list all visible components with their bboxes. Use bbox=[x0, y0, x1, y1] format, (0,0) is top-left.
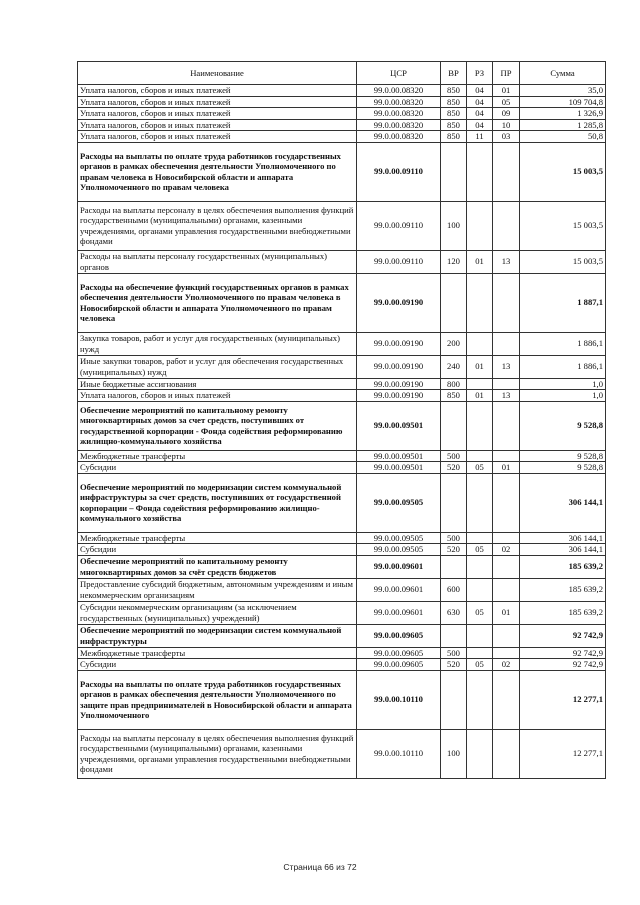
cell-vr bbox=[441, 555, 467, 578]
cell-sum: 15 003,5 bbox=[520, 250, 606, 273]
cell-pr: 01 bbox=[493, 601, 520, 624]
header-sum: Сумма bbox=[520, 62, 606, 85]
cell-rz bbox=[467, 729, 493, 778]
cell-pr: 13 bbox=[493, 355, 520, 378]
cell-vr: 100 bbox=[441, 729, 467, 778]
cell-vr bbox=[441, 670, 467, 729]
cell-name: Расходы на выплаты персоналу в целях обеспечения выполнения функций государственными (муниципальными) органами, казенными учреждениями, органами управления государственными внебюджетными фондами bbox=[78, 729, 357, 778]
cell-csr: 99.0.00.09501 bbox=[357, 450, 441, 462]
cell-rz bbox=[467, 450, 493, 462]
cell-name: Межбюджетные трансферты bbox=[78, 647, 357, 659]
cell-pr: 09 bbox=[493, 108, 520, 120]
cell-name: Уплата налогов, сборов и иных платежей bbox=[78, 85, 357, 97]
cell-pr bbox=[493, 670, 520, 729]
cell-name: Уплата налогов, сборов и иных платежей bbox=[78, 390, 357, 402]
cell-pr bbox=[493, 273, 520, 332]
cell-vr: 850 bbox=[441, 108, 467, 120]
cell-vr: 850 bbox=[441, 96, 467, 108]
cell-vr: 850 bbox=[441, 85, 467, 97]
cell-csr: 99.0.00.09190 bbox=[357, 332, 441, 355]
cell-csr: 99.0.00.09505 bbox=[357, 532, 441, 544]
table-row bbox=[78, 273, 606, 332]
cell-sum: 15 003,5 bbox=[520, 142, 606, 201]
cell-csr: 99.0.00.09190 bbox=[357, 378, 441, 390]
cell-pr: 02 bbox=[493, 544, 520, 556]
cell-name: Межбюджетные трансферты bbox=[78, 532, 357, 544]
cell-vr: 500 bbox=[441, 532, 467, 544]
cell-rz: 01 bbox=[467, 390, 493, 402]
cell-rz bbox=[467, 201, 493, 250]
cell-pr bbox=[493, 729, 520, 778]
cell-sum: 35,0 bbox=[520, 85, 606, 97]
cell-vr: 850 bbox=[441, 119, 467, 131]
table-row bbox=[78, 544, 606, 556]
cell-vr: 520 bbox=[441, 659, 467, 671]
cell-rz: 04 bbox=[467, 108, 493, 120]
cell-pr: 13 bbox=[493, 250, 520, 273]
cell-vr: 800 bbox=[441, 378, 467, 390]
cell-pr bbox=[493, 578, 520, 601]
cell-pr bbox=[493, 624, 520, 647]
cell-csr: 99.0.00.09505 bbox=[357, 473, 441, 532]
cell-vr: 240 bbox=[441, 355, 467, 378]
cell-name: Уплата налогов, сборов и иных платежей bbox=[78, 108, 357, 120]
cell-rz bbox=[467, 401, 493, 450]
cell-rz bbox=[467, 670, 493, 729]
cell-sum: 9 528,8 bbox=[520, 450, 606, 462]
cell-name: Обеспечение мероприятий по модернизации систем коммунальной инфраструктуры за счет средств, поступивших от государственной корпорации – Фонда содействия реформированию жилищно-коммунального хозяйства bbox=[78, 473, 357, 532]
cell-name: Субсидии bbox=[78, 659, 357, 671]
table-row bbox=[78, 462, 606, 474]
cell-vr bbox=[441, 142, 467, 201]
cell-sum: 92 742,9 bbox=[520, 624, 606, 647]
table-row bbox=[78, 729, 606, 778]
cell-sum: 9 528,8 bbox=[520, 462, 606, 474]
cell-sum: 15 003,5 bbox=[520, 201, 606, 250]
table-row bbox=[78, 131, 606, 143]
cell-csr: 99.0.00.09605 bbox=[357, 647, 441, 659]
cell-pr bbox=[493, 532, 520, 544]
cell-name: Расходы на выплаты по оплате труда работников государственных органов в рамках обеспечения деятельности Уполномоченного по защите прав предпринимателей в Новосибирской области и аппарата Уполномоченного bbox=[78, 670, 357, 729]
header-pr: ПР bbox=[493, 62, 520, 85]
cell-name: Межбюджетные трансферты bbox=[78, 450, 357, 462]
cell-name: Расходы на выплаты персоналу в целях обеспечения выполнения функций государственными (муниципальными) органами, казенными учреждениями, органами управления государственными внебюджетными фондами bbox=[78, 201, 357, 250]
cell-csr: 99.0.00.09601 bbox=[357, 601, 441, 624]
cell-sum: 12 277,1 bbox=[520, 670, 606, 729]
cell-pr bbox=[493, 401, 520, 450]
cell-rz: 05 bbox=[467, 462, 493, 474]
cell-rz: 05 bbox=[467, 601, 493, 624]
table-row bbox=[78, 670, 606, 729]
cell-name: Иные закупки товаров, работ и услуг для обеспечения государственных (муниципальных) нужд bbox=[78, 355, 357, 378]
cell-sum: 1,0 bbox=[520, 390, 606, 402]
cell-name: Закупка товаров, работ и услуг для государственных (муниципальных) нужд bbox=[78, 332, 357, 355]
cell-sum: 1 326,9 bbox=[520, 108, 606, 120]
table-row bbox=[78, 332, 606, 355]
cell-csr: 99.0.00.10110 bbox=[357, 670, 441, 729]
cell-csr: 99.0.00.09601 bbox=[357, 578, 441, 601]
cell-rz bbox=[467, 578, 493, 601]
table-row bbox=[78, 250, 606, 273]
cell-csr: 99.0.00.08320 bbox=[357, 85, 441, 97]
cell-pr: 02 bbox=[493, 659, 520, 671]
header-rz: РЗ bbox=[467, 62, 493, 85]
cell-csr: 99.0.00.09505 bbox=[357, 544, 441, 556]
cell-pr bbox=[493, 201, 520, 250]
cell-sum: 50,8 bbox=[520, 131, 606, 143]
cell-vr: 100 bbox=[441, 201, 467, 250]
cell-sum: 185 639,2 bbox=[520, 601, 606, 624]
cell-csr: 99.0.00.09605 bbox=[357, 659, 441, 671]
cell-rz: 01 bbox=[467, 355, 493, 378]
cell-pr bbox=[493, 378, 520, 390]
cell-csr: 99.0.00.09190 bbox=[357, 355, 441, 378]
table-row bbox=[78, 601, 606, 624]
table-header-row bbox=[78, 62, 606, 85]
cell-pr: 05 bbox=[493, 96, 520, 108]
cell-sum: 1,0 bbox=[520, 378, 606, 390]
cell-name: Субсидии некоммерческим организациям (за исключением государственных (муниципальных) учреждений) bbox=[78, 601, 357, 624]
table-row bbox=[78, 555, 606, 578]
cell-pr: 13 bbox=[493, 390, 520, 402]
cell-csr: 99.0.00.09110 bbox=[357, 142, 441, 201]
cell-sum: 1 886,1 bbox=[520, 355, 606, 378]
cell-rz bbox=[467, 332, 493, 355]
cell-rz: 04 bbox=[467, 96, 493, 108]
cell-vr: 850 bbox=[441, 390, 467, 402]
table-body bbox=[78, 85, 606, 779]
cell-name: Расходы на выплаты персоналу государственных (муниципальных) органов bbox=[78, 250, 357, 273]
cell-csr: 99.0.00.09190 bbox=[357, 273, 441, 332]
cell-sum: 185 639,2 bbox=[520, 555, 606, 578]
cell-csr: 99.0.00.09501 bbox=[357, 462, 441, 474]
cell-name: Расходы на обеспечение функций государственных органов в рамках обеспечения деятельности Уполномоченного по правам человека в Новосибирской области и аппарата Уполномоченного по правам человека bbox=[78, 273, 357, 332]
table-row bbox=[78, 119, 606, 131]
table-row bbox=[78, 108, 606, 120]
table-row bbox=[78, 578, 606, 601]
cell-rz: 05 bbox=[467, 544, 493, 556]
cell-rz: 04 bbox=[467, 85, 493, 97]
cell-vr: 120 bbox=[441, 250, 467, 273]
cell-sum: 92 742,9 bbox=[520, 647, 606, 659]
cell-sum: 12 277,1 bbox=[520, 729, 606, 778]
cell-csr: 99.0.00.08320 bbox=[357, 96, 441, 108]
cell-pr bbox=[493, 332, 520, 355]
cell-name: Обеспечение мероприятий по капитальному ремонту многоквартирных домов за счет средств, поступивших от государственной корпорации - Фонда содействия реформированию жилищно-коммунального хозяйства bbox=[78, 401, 357, 450]
cell-csr: 99.0.00.08320 bbox=[357, 119, 441, 131]
cell-name: Субсидии bbox=[78, 462, 357, 474]
cell-vr bbox=[441, 273, 467, 332]
cell-sum: 1 285,8 bbox=[520, 119, 606, 131]
cell-rz bbox=[467, 273, 493, 332]
cell-pr bbox=[493, 555, 520, 578]
cell-vr: 500 bbox=[441, 647, 467, 659]
cell-rz: 11 bbox=[467, 131, 493, 143]
cell-pr: 01 bbox=[493, 462, 520, 474]
cell-pr: 03 bbox=[493, 131, 520, 143]
cell-name: Уплата налогов, сборов и иных платежей bbox=[78, 119, 357, 131]
cell-vr bbox=[441, 401, 467, 450]
cell-csr: 99.0.00.09110 bbox=[357, 250, 441, 273]
cell-vr: 600 bbox=[441, 578, 467, 601]
cell-sum: 185 639,2 bbox=[520, 578, 606, 601]
table-row bbox=[78, 390, 606, 402]
cell-pr bbox=[493, 142, 520, 201]
cell-rz bbox=[467, 555, 493, 578]
table-row bbox=[78, 624, 606, 647]
table-row bbox=[78, 378, 606, 390]
cell-name: Иные бюджетные ассигнования bbox=[78, 378, 357, 390]
table-row bbox=[78, 142, 606, 201]
cell-name: Уплата налогов, сборов и иных платежей bbox=[78, 96, 357, 108]
cell-rz: 01 bbox=[467, 250, 493, 273]
cell-pr bbox=[493, 647, 520, 659]
cell-vr: 500 bbox=[441, 450, 467, 462]
cell-pr: 10 bbox=[493, 119, 520, 131]
cell-pr: 01 bbox=[493, 85, 520, 97]
table-row bbox=[78, 401, 606, 450]
cell-rz bbox=[467, 142, 493, 201]
cell-csr: 99.0.00.09110 bbox=[357, 201, 441, 250]
cell-sum: 92 742,9 bbox=[520, 659, 606, 671]
cell-pr bbox=[493, 473, 520, 532]
cell-csr: 99.0.00.09605 bbox=[357, 624, 441, 647]
header-name: Наименование bbox=[78, 62, 357, 85]
cell-name: Расходы на выплаты по оплате труда работников государственных органов в рамках обеспечения деятельности Уполномоченного по правам человека в Новосибирской области и аппарата Уполномоченного по правам человека bbox=[78, 142, 357, 201]
cell-csr: 99.0.00.08320 bbox=[357, 131, 441, 143]
cell-rz bbox=[467, 473, 493, 532]
cell-csr: 99.0.00.08320 bbox=[357, 108, 441, 120]
cell-name: Уплата налогов, сборов и иных платежей bbox=[78, 131, 357, 143]
cell-csr: 99.0.00.10110 bbox=[357, 729, 441, 778]
table-row bbox=[78, 450, 606, 462]
cell-sum: 109 704,8 bbox=[520, 96, 606, 108]
cell-sum: 1 887,1 bbox=[520, 273, 606, 332]
cell-rz: 05 bbox=[467, 659, 493, 671]
cell-rz bbox=[467, 532, 493, 544]
cell-vr: 850 bbox=[441, 131, 467, 143]
cell-name: Субсидии bbox=[78, 544, 357, 556]
cell-rz bbox=[467, 624, 493, 647]
budget-table bbox=[77, 61, 606, 779]
cell-sum: 306 144,1 bbox=[520, 532, 606, 544]
cell-rz: 04 bbox=[467, 119, 493, 131]
header-vr: ВР bbox=[441, 62, 467, 85]
cell-vr: 630 bbox=[441, 601, 467, 624]
page-number: Страница 66 из 72 bbox=[283, 862, 357, 872]
cell-pr bbox=[493, 450, 520, 462]
table-row bbox=[78, 532, 606, 544]
cell-csr: 99.0.00.09601 bbox=[357, 555, 441, 578]
cell-vr: 520 bbox=[441, 544, 467, 556]
cell-name: Обеспечение мероприятий по модернизации систем коммунальной инфраструктуры bbox=[78, 624, 357, 647]
cell-csr: 99.0.00.09190 bbox=[357, 390, 441, 402]
cell-rz bbox=[467, 647, 493, 659]
table-row bbox=[78, 201, 606, 250]
table-row bbox=[78, 96, 606, 108]
table-row bbox=[78, 85, 606, 97]
cell-vr: 520 bbox=[441, 462, 467, 474]
table-row bbox=[78, 473, 606, 532]
table-row bbox=[78, 647, 606, 659]
cell-vr bbox=[441, 624, 467, 647]
cell-vr bbox=[441, 473, 467, 532]
cell-sum: 306 144,1 bbox=[520, 544, 606, 556]
header-csr: ЦСР bbox=[357, 62, 441, 85]
table-row bbox=[78, 659, 606, 671]
cell-csr: 99.0.00.09501 bbox=[357, 401, 441, 450]
cell-rz bbox=[467, 378, 493, 390]
cell-name: Обеспечение мероприятий по капитальному ремонту многоквартирных домов за счёт средств бюджетов bbox=[78, 555, 357, 578]
table-row bbox=[78, 355, 606, 378]
cell-sum: 306 144,1 bbox=[520, 473, 606, 532]
cell-name: Предоставление субсидий бюджетным, автономным учреждениям и иным некоммерческим организациям bbox=[78, 578, 357, 601]
cell-sum: 9 528,8 bbox=[520, 401, 606, 450]
cell-sum: 1 886,1 bbox=[520, 332, 606, 355]
cell-vr: 200 bbox=[441, 332, 467, 355]
